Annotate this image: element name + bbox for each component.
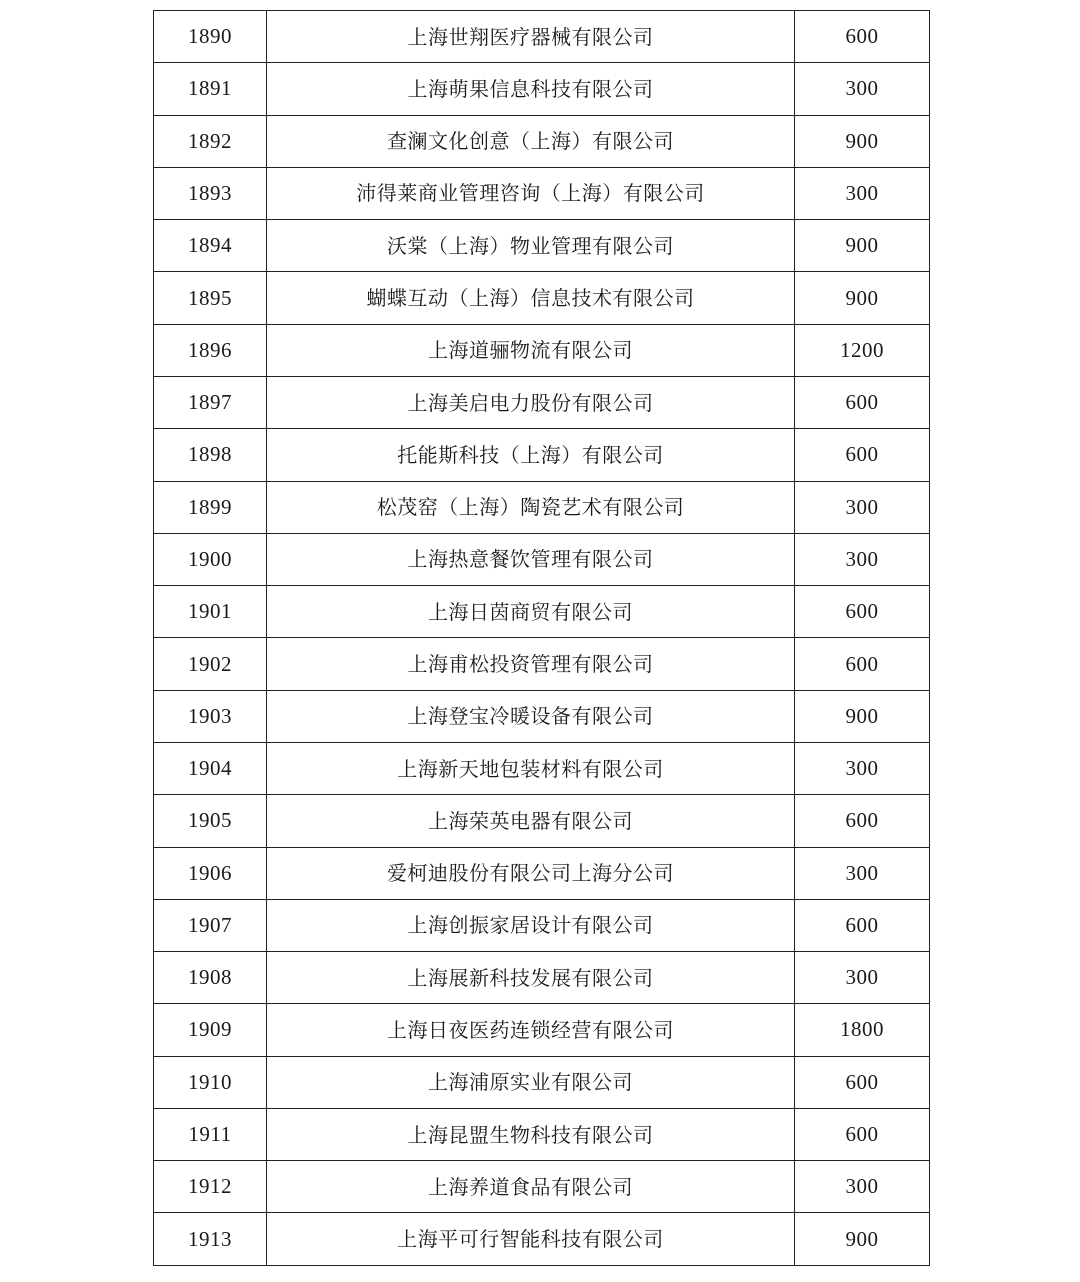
company-amount-table: [153, 10, 930, 1266]
amount-cell: 600: [795, 376, 930, 428]
company-name-cell: 上海日茵商贸有限公司: [267, 586, 795, 638]
row-number-cell: 1897: [154, 376, 267, 428]
table-row: [154, 1161, 930, 1213]
amount-cell: 300: [795, 742, 930, 794]
amount-cell: 1200: [795, 324, 930, 376]
table-row: [154, 1004, 930, 1056]
amount-cell: 300: [795, 533, 930, 585]
amount-cell: 900: [795, 220, 930, 272]
table-row: [154, 533, 930, 585]
amount-cell: 600: [795, 1108, 930, 1160]
table-row: [154, 376, 930, 428]
amount-cell: 600: [795, 11, 930, 63]
table-row: [154, 1056, 930, 1108]
row-number-cell: 1904: [154, 742, 267, 794]
company-name-cell: 上海甫松投资管理有限公司: [267, 638, 795, 690]
document-page: [153, 10, 928, 1266]
amount-cell: 600: [795, 638, 930, 690]
amount-cell: 600: [795, 586, 930, 638]
row-number-cell: 1908: [154, 952, 267, 1004]
company-name-cell: 沛得莱商业管理咨询（上海）有限公司: [267, 167, 795, 219]
amount-cell: 900: [795, 690, 930, 742]
company-name-cell: 沃棠（上海）物业管理有限公司: [267, 220, 795, 272]
company-name-cell: 上海登宝冷暖设备有限公司: [267, 690, 795, 742]
company-name-cell: 上海世翔医疗器械有限公司: [267, 11, 795, 63]
table-row: [154, 272, 930, 324]
table-row: [154, 847, 930, 899]
company-name-cell: 上海萌果信息科技有限公司: [267, 63, 795, 115]
table-row: [154, 167, 930, 219]
table-row: [154, 63, 930, 115]
table-row: [154, 638, 930, 690]
amount-cell: 900: [795, 272, 930, 324]
table-row: [154, 324, 930, 376]
row-number-cell: 1903: [154, 690, 267, 742]
table-row: [154, 115, 930, 167]
company-name-cell: 上海平可行智能科技有限公司: [267, 1213, 795, 1266]
row-number-cell: 1892: [154, 115, 267, 167]
company-name-cell: 上海养道食品有限公司: [267, 1161, 795, 1213]
row-number-cell: 1900: [154, 533, 267, 585]
row-number-cell: 1896: [154, 324, 267, 376]
company-name-cell: 上海热意餐饮管理有限公司: [267, 533, 795, 585]
amount-cell: 1800: [795, 1004, 930, 1056]
row-number-cell: 1906: [154, 847, 267, 899]
amount-cell: 600: [795, 795, 930, 847]
row-number-cell: 1895: [154, 272, 267, 324]
company-name-cell: 上海浦原实业有限公司: [267, 1056, 795, 1108]
row-number-cell: 1893: [154, 167, 267, 219]
company-name-cell: 上海创振家居设计有限公司: [267, 899, 795, 951]
company-name-cell: 上海荣英电器有限公司: [267, 795, 795, 847]
company-name-cell: 查澜文化创意（上海）有限公司: [267, 115, 795, 167]
table-row: [154, 220, 930, 272]
company-name-cell: 上海新天地包装材料有限公司: [267, 742, 795, 794]
row-number-cell: 1905: [154, 795, 267, 847]
row-number-cell: 1911: [154, 1108, 267, 1160]
company-name-cell: 上海道骊物流有限公司: [267, 324, 795, 376]
amount-cell: 300: [795, 63, 930, 115]
row-number-cell: 1910: [154, 1056, 267, 1108]
amount-cell: 600: [795, 899, 930, 951]
table-row: [154, 952, 930, 1004]
amount-cell: 300: [795, 952, 930, 1004]
amount-cell: 300: [795, 1161, 930, 1213]
row-number-cell: 1907: [154, 899, 267, 951]
table-row: [154, 742, 930, 794]
table-row: [154, 481, 930, 533]
company-name-cell: 松茂窑（上海）陶瓷艺术有限公司: [267, 481, 795, 533]
table-body: [154, 11, 930, 1266]
row-number-cell: 1899: [154, 481, 267, 533]
amount-cell: 900: [795, 115, 930, 167]
row-number-cell: 1912: [154, 1161, 267, 1213]
company-name-cell: 托能斯科技（上海）有限公司: [267, 429, 795, 481]
company-name-cell: 上海日夜医药连锁经营有限公司: [267, 1004, 795, 1056]
amount-cell: 600: [795, 429, 930, 481]
row-number-cell: 1901: [154, 586, 267, 638]
row-number-cell: 1891: [154, 63, 267, 115]
amount-cell: 600: [795, 1056, 930, 1108]
table-row: [154, 899, 930, 951]
row-number-cell: 1913: [154, 1213, 267, 1266]
table-row: [154, 11, 930, 63]
amount-cell: 300: [795, 167, 930, 219]
row-number-cell: 1909: [154, 1004, 267, 1056]
table-row: [154, 690, 930, 742]
company-name-cell: 上海昆盟生物科技有限公司: [267, 1108, 795, 1160]
table-row: [154, 586, 930, 638]
row-number-cell: 1902: [154, 638, 267, 690]
amount-cell: 300: [795, 481, 930, 533]
company-name-cell: 爱柯迪股份有限公司上海分公司: [267, 847, 795, 899]
company-name-cell: 上海美启电力股份有限公司: [267, 376, 795, 428]
amount-cell: 900: [795, 1213, 930, 1266]
row-number-cell: 1894: [154, 220, 267, 272]
amount-cell: 300: [795, 847, 930, 899]
row-number-cell: 1890: [154, 11, 267, 63]
table-row: [154, 1213, 930, 1266]
table-row: [154, 795, 930, 847]
table-row: [154, 1108, 930, 1160]
company-name-cell: 蝴蝶互动（上海）信息技术有限公司: [267, 272, 795, 324]
row-number-cell: 1898: [154, 429, 267, 481]
company-name-cell: 上海展新科技发展有限公司: [267, 952, 795, 1004]
table-row: [154, 429, 930, 481]
